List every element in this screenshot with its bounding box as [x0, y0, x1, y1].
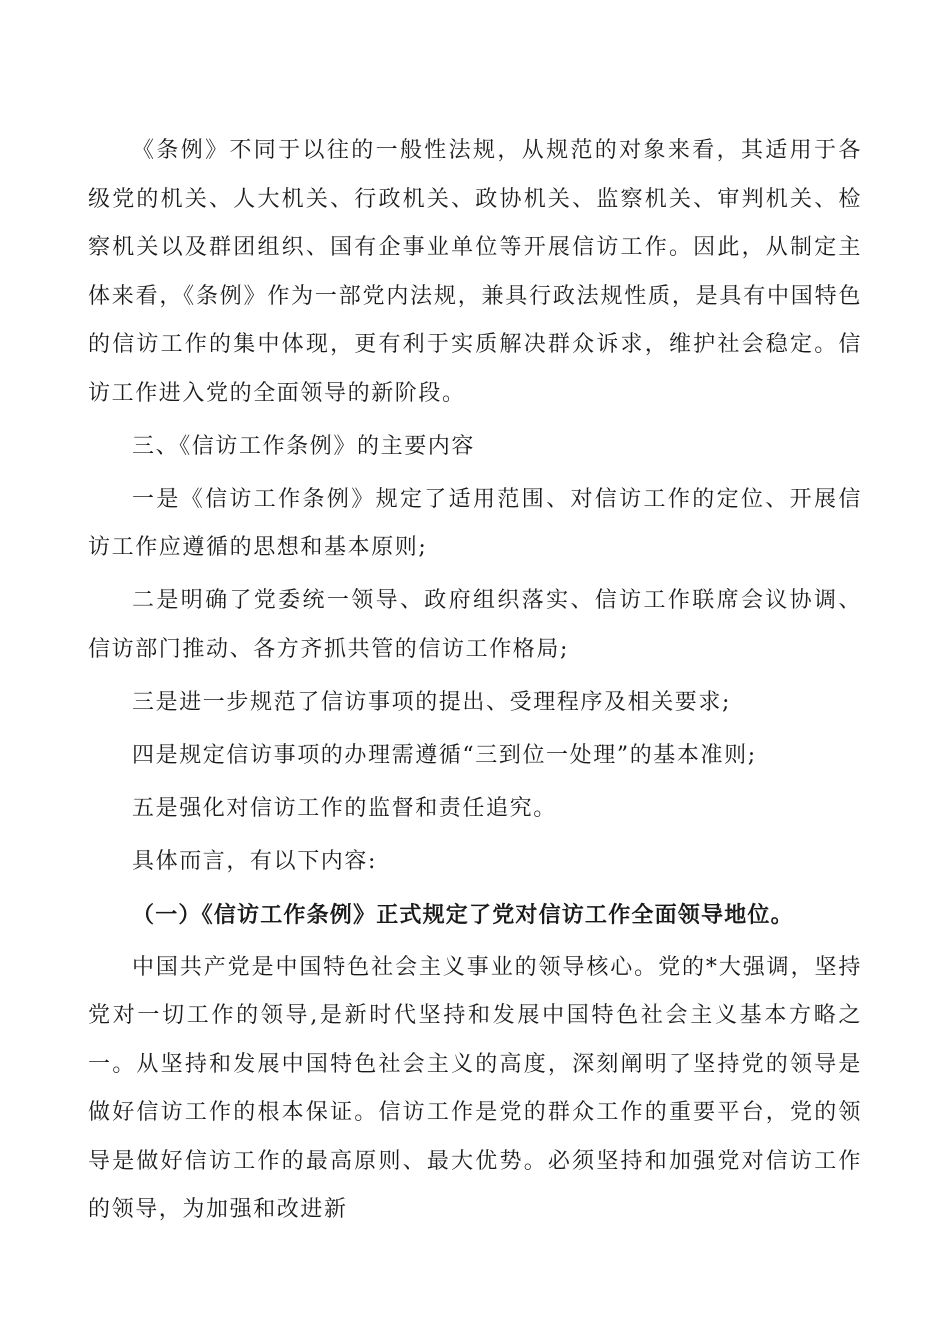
- paragraph-point-three: 三是进一步规范了信访事项的提出、受理程序及相关要求;: [132, 689, 732, 715]
- paragraph-point-four: 四是规定信访事项的办理需遵循“三到位一处理”的基本准则;: [132, 742, 757, 768]
- document-body: [88, 127, 862, 1235]
- paragraph-point-one: 一是《信访工作条例》规定了适用范围、对信访工作的定位、开展信访工作应遵循的思想和基本原则;: [88, 486, 862, 560]
- paragraph-details-intro: 具体而言，有以下内容:: [132, 848, 378, 874]
- section-heading-main-content: 三、《信访工作条例》的主要内容: [132, 433, 476, 459]
- subsection-heading-party-leadership: （一）《信访工作条例》正式规定了党对信访工作全面领导地位。: [132, 901, 794, 928]
- paragraph-party-leadership: 中国共产党是中国特色社会主义事业的领导核心。党的*大强调，坚持党对一切工作的领导,是新时代坚持和发展中国特色社会主义基本方略之一。从坚持和发展中国特色社会主义的高度，深刻阐明了坚持党的领导是做好信访工作的根本保证。信访工作是党的群众工作的重要平台，党的领导是做好信访工作的最高原则、最大优势。必须坚持和加强党对信访工作的领导，为加强和改进新: [88, 954, 862, 1222]
- paragraph-regulation-scope: 《条例》不同于以往的一般性法规，从规范的对象来看，其适用于各级党的机关、人大机关、行政机关、政协机关、监察机关、审判机关、检察机关以及群团组织、国有企事业单位等开展信访工作。因此，从制定主体来看，《条例》作为一部党内法规，兼具行政法规性质，是具有中国特色的信访工作的集中体现，更有利于实质解决群众诉求，维护社会稳定。信访工作进入党的全面领导的新阶段。: [88, 138, 862, 406]
- paragraph-point-two: 二是明确了党委统一领导、政府组织落实、信访工作联席会议协调、信访部门推动、各方齐抓共管的信访工作格局;: [88, 588, 862, 662]
- paragraph-point-five: 五是强化对信访工作的监督和责任追究。: [132, 795, 557, 821]
